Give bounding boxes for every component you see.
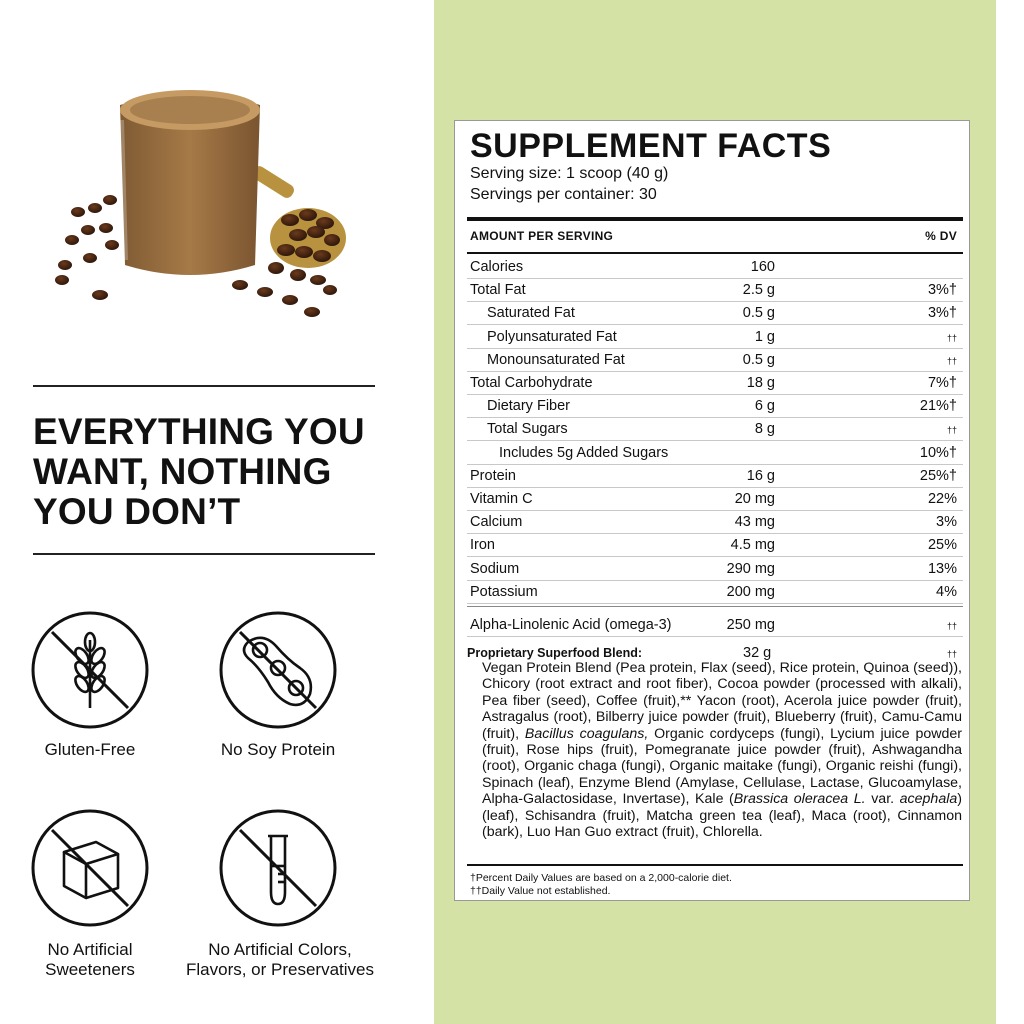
nutrient-label: Saturated Fat (487, 305, 575, 322)
nutrient-dv: 22% (927, 491, 957, 507)
nutrient-row (467, 278, 963, 302)
omega-bar (467, 606, 963, 607)
dv-header: % DV (925, 229, 957, 243)
nutrient-dv: 3%† (927, 305, 957, 322)
nutrient-dv: †† (946, 355, 957, 366)
left-column (0, 0, 434, 1024)
omega-amount: 250 mg (726, 617, 775, 633)
headline: EVERYTHING YOU WANT, NOTHING YOU DON’T (33, 411, 365, 532)
badge-label-gluten-free: Gluten-Free (44, 740, 136, 759)
nutrient-amount: 0.5 g (742, 305, 775, 322)
nutrient-label: Total Sugars (487, 421, 568, 438)
supplement-facts-panel (454, 120, 970, 901)
no-soy-icon (218, 610, 338, 730)
badge-label-no-artificial-colors: No Artificial Colors, Flavors, or Preservatives (186, 940, 374, 979)
nutrient-dv: †† (946, 332, 957, 343)
footnote-not-established: ††Daily Value not established. (470, 885, 611, 897)
serving-size: Serving size: 1 scoop (40 g) (470, 165, 669, 182)
nutrient-label: Includes 5g Added Sugars (499, 444, 669, 461)
nutrient-row (467, 533, 963, 557)
nutrient-row (467, 580, 963, 604)
nutrient-dv: 7%† (927, 375, 957, 391)
omega-dv: †† (946, 621, 957, 631)
nutrient-label: Vitamin C (470, 491, 533, 507)
badge-label-no-sweeteners: No Artificial Sweeteners (45, 940, 135, 979)
row-omega (467, 613, 963, 637)
nutrient-amount: 290 mg (726, 560, 775, 577)
nutrient-row (467, 441, 963, 465)
nutrient-row (467, 394, 963, 418)
nutrient-row (467, 417, 963, 441)
footnote-bar (467, 864, 963, 866)
amount-header: AMOUNT PER SERVING (470, 229, 614, 243)
nutrient-row (467, 348, 963, 372)
nutrient-amount: 20 mg (734, 491, 775, 507)
nutrient-dv: 10%† (919, 444, 957, 461)
nutrient-amount: 0.5 g (742, 351, 775, 368)
coffee-drink-image (50, 80, 350, 340)
nutrient-label: Dietary Fiber (487, 398, 570, 415)
omega-label: Alpha-Linolenic Acid (omega-3) (470, 617, 672, 633)
nutrient-dv: †† (946, 425, 957, 436)
blend-label: Proprietary Superfood Blend: (467, 646, 643, 660)
badge-label-no-soy: No Soy Protein (220, 740, 336, 759)
nutrient-amount: 2.5 g (742, 282, 775, 299)
nutrient-label: Calories (470, 259, 524, 275)
nutrient-row (467, 301, 963, 325)
no-test-tube-icon (218, 808, 338, 928)
nutrient-dv: 25% (927, 537, 957, 554)
facts-title: SUPPLEMENT FACTS (470, 127, 832, 165)
nutrient-label: Polyunsaturated Fat (487, 328, 617, 345)
nutrient-dv: 25%† (919, 467, 957, 484)
nutrient-label: Calcium (470, 514, 523, 531)
nutrient-row (467, 557, 963, 581)
nutrient-dv: 4% (936, 583, 957, 600)
nutrient-label: Monounsaturated Fat (487, 351, 625, 368)
nutrient-dv: 21%† (919, 398, 957, 415)
nutrient-dv: 3% (936, 514, 957, 531)
nutrient-amount: 6 g (754, 398, 775, 415)
nutrient-amount: 18 g (746, 375, 775, 391)
nutrient-amount: 160 (750, 259, 775, 275)
nutrient-label: Total Fat (470, 282, 526, 299)
nutrient-dv: 3%† (927, 282, 957, 299)
nutrient-row (467, 325, 963, 349)
nutrient-amount: 43 mg (734, 514, 775, 531)
blend-dv: †† (946, 649, 957, 659)
no-gluten-wheat-icon (30, 610, 150, 730)
nutrient-label: Total Carbohydrate (470, 375, 593, 391)
blend-ingredients: Vegan Protein Blend (Pea protein, Flax (seed), Rice protein, Quinoa (seed)), Chicory (root extract and root fiber), Cocoa powder (processed with alkali), Pea fiber (seed), Coffee (fruit),** Yacon (root), Acerola juice powder (fruit), Astragalus (root), Bilberry juice powder (fruit), Blueberry (fruit), Camu-Camu (fruit), Bacillus coagulans, Organic cordyceps (fungi), Lycium juice powder (fruit), Rose hips (fruit), Pomegranate juice powder (fruit), Ashwagandha (root), Organic chaga (fungi), Organic maitake (fungi), Organic reishi (fungi), Spinach (leaf), Enzyme Blend (Amylase, Cellulase, Lactase, Glucoamylase, Alpha-Galactosidase, Invertase), Kale (Brassica oleracea L. var. acephala) (leaf), Schisandra (fruit), Matcha green tea (leaf), Maca (root), Cinnamon (bark), Luo Han Guo extract (fruit), Chlorella. (482, 660, 963, 841)
no-sweetener-cube-icon (30, 808, 150, 928)
footnote-dv: †Percent Daily Values are based on a 2,000-calorie diet. (470, 872, 732, 884)
nutrient-label: Iron (470, 537, 495, 554)
nutrient-label: Sodium (470, 560, 520, 577)
nutrient-label: Protein (470, 467, 516, 484)
headline-bottom-rule (33, 553, 375, 555)
nutrient-amount: 4.5 mg (730, 537, 775, 554)
nutrient-amount: 200 mg (726, 583, 775, 600)
header-bar (467, 252, 963, 254)
nutrient-row (467, 487, 963, 511)
nutrient-dv: 13% (927, 560, 957, 577)
nutrient-row (467, 464, 963, 488)
nutrient-row (467, 255, 963, 279)
facts-top-bar (467, 217, 963, 221)
blend-amount: 32 g (743, 645, 772, 661)
right-edge-margin (996, 0, 1024, 1024)
nutrient-row (467, 371, 963, 395)
nutrient-amount: 1 g (754, 328, 775, 345)
nutrient-label: Potassium (470, 583, 538, 600)
nutrient-amount: 16 g (746, 467, 775, 484)
nutrient-row (467, 510, 963, 534)
headline-top-rule (33, 385, 375, 387)
servings-per-container: Servings per container: 30 (470, 186, 657, 203)
nutrient-amount: 8 g (754, 421, 775, 438)
